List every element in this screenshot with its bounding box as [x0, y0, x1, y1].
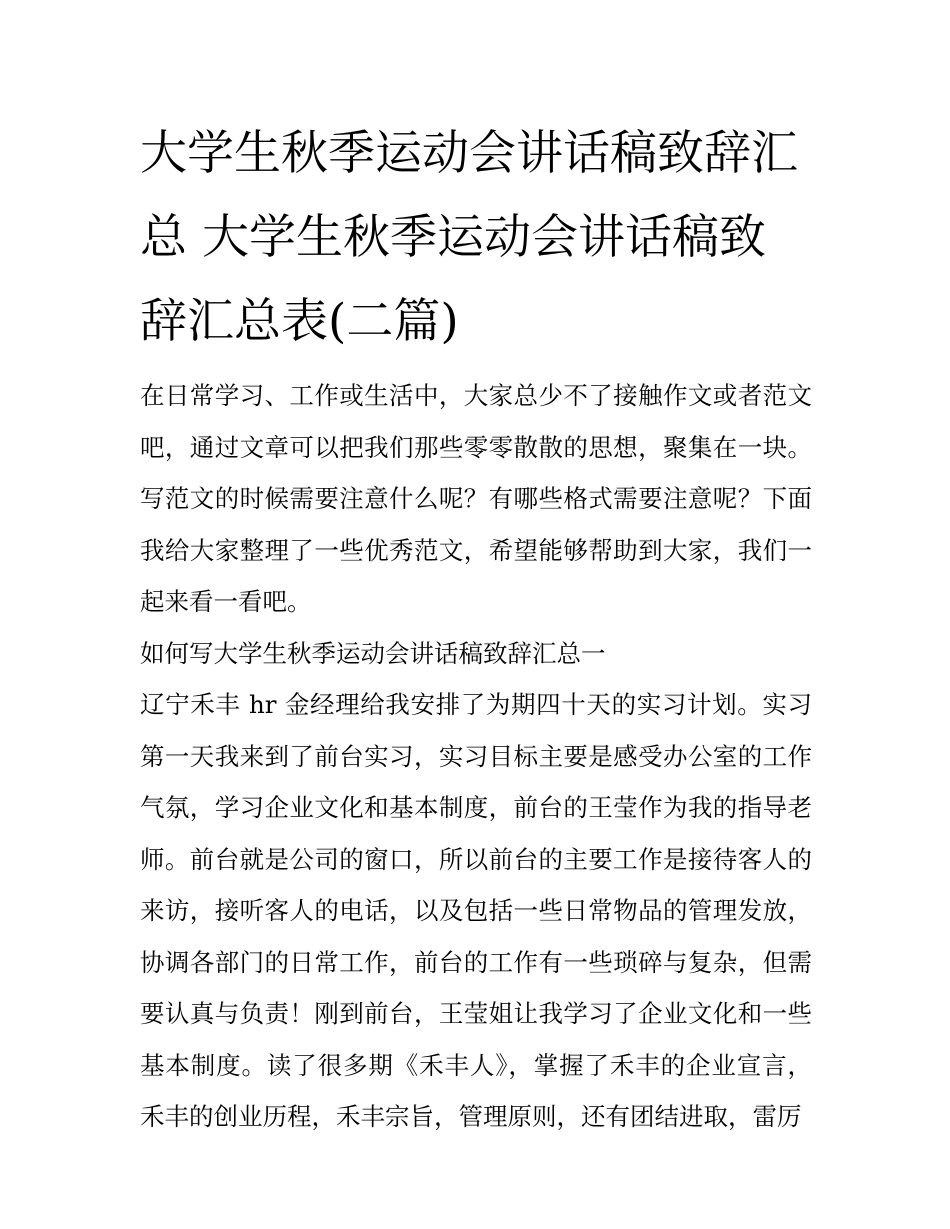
document-title: 大学生秋季运动会讲话稿致辞汇总 大学生秋季运动会讲话稿致辞汇总表(二篇) — [140, 126, 798, 349]
document-page — [140, 112, 812, 1143]
body-paragraph: 辽宁禾丰 hr 金经理给我安排了为期四十天的实习计划。实习第一天我来到了前台实习，实习目标主要是感受办公室的工作气氛，学习企业文化和基本制度，前台的王莹作为我的指导老师。前台就是公司的窗口，所以前台的主要工作是接待客人的来访，接听客人的电话，以及包括一些日常物品的管理发放，协调各部门的日常工作，前台的工作有一些琐碎与复杂，但需要认真与负责！刚到前台，王莹姐让我学习了企业文化和一些基本制度。读了很多期《禾丰人》，掌握了禾丰的企业宣言，禾丰的创业历程，禾丰宗旨，管理原则，还有团结进取，雷厉 — [140, 690, 812, 1131]
section-heading: 如何写大学生秋季运动会讲话稿致辞汇总一 — [140, 638, 606, 668]
intro-paragraph: 在日常学习、工作或生活中，大家总少不了接触作文或者范文吧，通过文章可以把我们那些零零散散的思想，聚集在一块。写范文的时候需要注意什么呢？有哪些格式需要注意呢？下面我给大家整理了一些优秀范文，希望能够帮助到大家，我们一起来看一看吧。 — [140, 381, 812, 616]
